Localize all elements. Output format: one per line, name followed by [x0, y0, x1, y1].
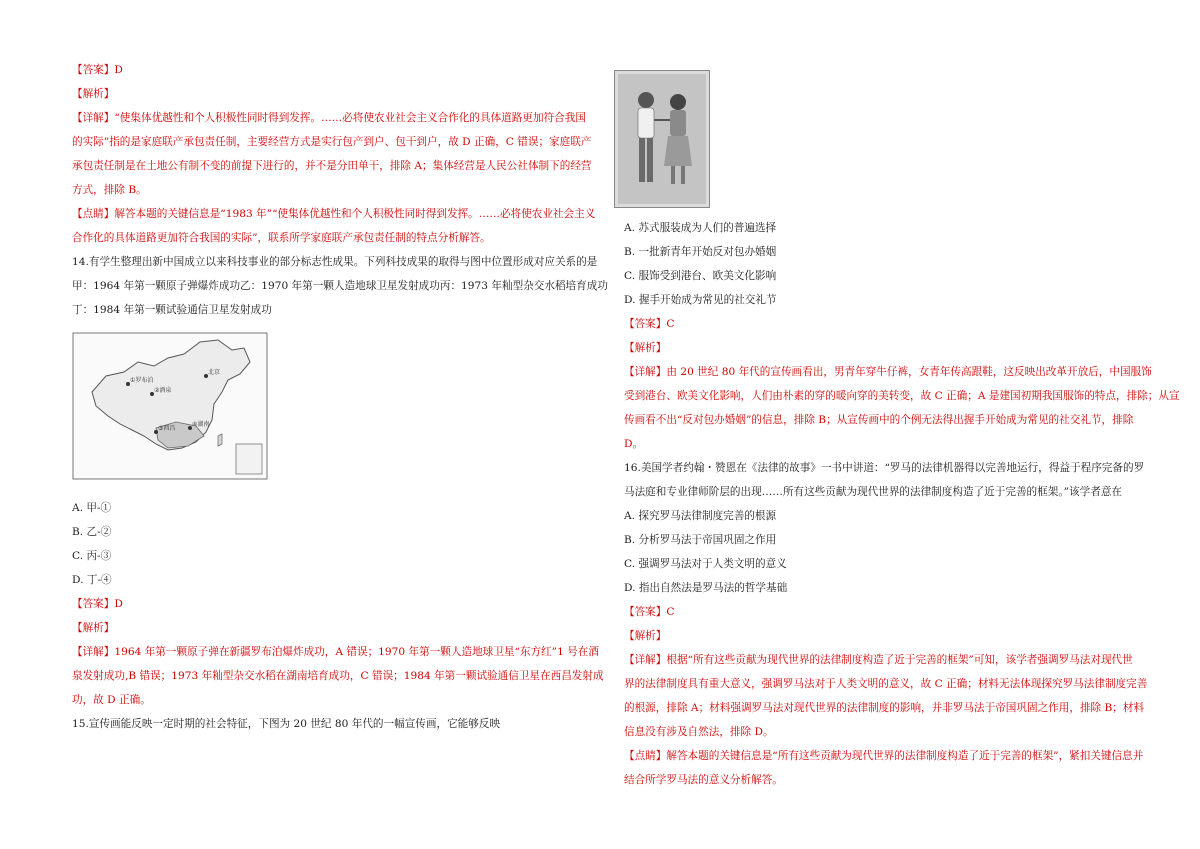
q16-tip-line: 【点睛】解答本题的关键信息是“所有这些贡献为现代世界的法律制度构造了近于完善的框架”，紧扣关键信息并: [624, 750, 1144, 762]
q14-detail-line: 【详解】1964 年第一颗原子弹在新疆罗布泊爆炸成功，A 错误；1970 年第一颗人造地球卫星“东方红”1 号在酒: [72, 646, 599, 658]
propaganda-poster-image: [614, 70, 710, 208]
q13-tip-line: 合作化的具体道路更加符合我国的实际”，联系所学家庭联产承包责任制的特点分析解答。: [72, 232, 491, 244]
map-label-1: ①罗布泊: [130, 377, 154, 384]
q13-detail-line: 的实际”指的是家庭联产承包责任制，主要经营方式是实行包产到户、包干到户，故 D 正确，C 错误；家庭联产: [72, 136, 592, 148]
q14-option-d: D. 丁-④: [72, 574, 112, 586]
q14-option-a: A. 甲-①: [72, 502, 112, 514]
q13-analysis-label: 【解析】: [72, 88, 115, 100]
q16-option-c: C. 强调罗马法对于人类文明的意义: [624, 558, 787, 570]
map-label-4: ④湖南: [192, 421, 210, 428]
q14-analysis-label: 【解析】: [72, 622, 115, 634]
q16-option-d: D. 指出自然法是罗马法的哲学基础: [624, 582, 788, 594]
q16-detail-line: 【详解】根据“所有这些贡献为现代世界的法律制度构造了近于完善的框架”可知，该学者强调罗马法对现代世: [624, 654, 1133, 666]
q14-detail-line: 功，故 D 正确。: [72, 694, 151, 706]
q13-answer: 【答案】D: [72, 64, 123, 76]
q15-option-a: A. 苏式服装成为人们的普遍选择: [624, 222, 777, 234]
q14-detail-line: 泉发射成功,B 错误；1973 年籼型杂交水稻在湖南培育成功，C 错误；1984 年第一颗试验通信卫星在西昌发射成: [72, 670, 604, 682]
q14-option-c: C. 丙-③: [72, 550, 112, 562]
taiwan-island: [218, 434, 222, 446]
q15-option-d: D. 握手开始成为常见的社交礼节: [624, 294, 777, 306]
q14-answer: 【答案】D: [72, 598, 123, 610]
china-map-figure: [72, 332, 268, 480]
q16-answer: 【答案】C: [624, 606, 675, 618]
q15-option-c: C. 服饰受到港台、欧美文化影响: [624, 270, 777, 282]
q13-tip-line: 【点睛】解答本题的关键信息是“1983 年”“使集体优越性和个人积极性同时得到发挥。……必将使农业社会主义: [72, 208, 596, 220]
q16-detail-line: 信息没有涉及自然法，排除 D。: [624, 726, 774, 738]
q15-detail-line: 受到港台、欧美文化影响，人们由朴素的穿的暖向穿的美转变，故 C 正确；A 是建国初期我国服饰的特点，排除；从宣: [624, 390, 1180, 402]
q16-stem-line: 16.美国学者约翰・赞恩在《法律的故事》一书中讲道：“罗马的法律机器得以完善地运行，得益于程序完备的罗: [624, 462, 1145, 474]
q15-stem: 15.宣传画能反映一定时期的社会特征，下图为 20 世纪 80 年代的一幅宣传画，它能够反映: [72, 718, 501, 730]
q15-answer: 【答案】C: [624, 318, 675, 330]
q15-detail-line: 【详解】由 20 世纪 80 年代的宣传画看出，男青年穿牛仔裤，女青年传高跟鞋，这反映出改革开放后，中国服饰: [624, 366, 1152, 378]
q13-detail-line: 【详解】“使集体优越性和个人积极性同时得到发挥。……必将使农业社会主义合作化的具体道路更加符合我国: [72, 112, 586, 124]
q14-stem-line: 甲：1964 年第一颗原子弹爆炸成功乙：1970 年第一颗人造地球卫星发射成功丙：1973 年籼型杂交水稻培育成功: [72, 280, 608, 292]
q16-detail-line: 的根源，排除 A；材料强调罗马法对现代世界的法律制度的影响，并非罗马法于帝国巩固之作用，排除 B；材料: [624, 702, 1145, 714]
q14-option-b: B. 乙-②: [72, 526, 112, 538]
left-column: [72, 58, 608, 736]
q16-tip-line: 结合所学罗马法的意义分析解答。: [624, 774, 783, 786]
map-label-2: ②酒泉: [154, 387, 172, 394]
q15-detail-line: D。: [624, 438, 644, 450]
q15-option-b: B. 一批新青年开始反对包办婚姻: [624, 246, 777, 258]
q16-analysis-label: 【解析】: [624, 630, 667, 642]
q16-option-a: A. 探究罗马法律制度完善的根源: [624, 510, 777, 522]
q15-detail-line: 传画看不出“反对包办婚姻”的信息，排除 B；从宣传画中的个例无法得出握手开始成为常见的社交礼节，排除: [624, 414, 1134, 426]
q14-stem-line: 丁：1984 年第一颗试验通信卫星发射成功: [72, 304, 272, 316]
q16-stem-line: 马法庭和专业律师阶层的出现……所有这些贡献为现代世界的法律制度构造了近于完善的框架。”该学者意在: [624, 486, 1123, 498]
q16-option-b: B. 分析罗马法于帝国巩固之作用: [624, 534, 777, 546]
q15-analysis-label: 【解析】: [624, 342, 667, 354]
right-column: [624, 62, 1180, 792]
q16-detail-line: 界的法律制度具有重大意义，强调罗马法对于人类文明的意义，故 C 正确；材料无法体现探究罗马法律制度完善: [624, 678, 1148, 690]
map-label-3: ③西昌: [158, 425, 176, 432]
q13-detail-line: 承包责任制是在土地公有制不变的前提下进行的，并不是分田单干，排除 A；集体经营是人民公社体制下的经营: [72, 160, 592, 172]
q14-stem-line: 14.有学生整理出新中国成立以来科技事业的部分标志性成果。下列科技成果的取得与图中位置形成对应关系的是: [72, 256, 598, 268]
map-label-beijing: 北京: [208, 369, 221, 376]
q13-detail-line: 方式，排除 B。: [72, 184, 147, 196]
